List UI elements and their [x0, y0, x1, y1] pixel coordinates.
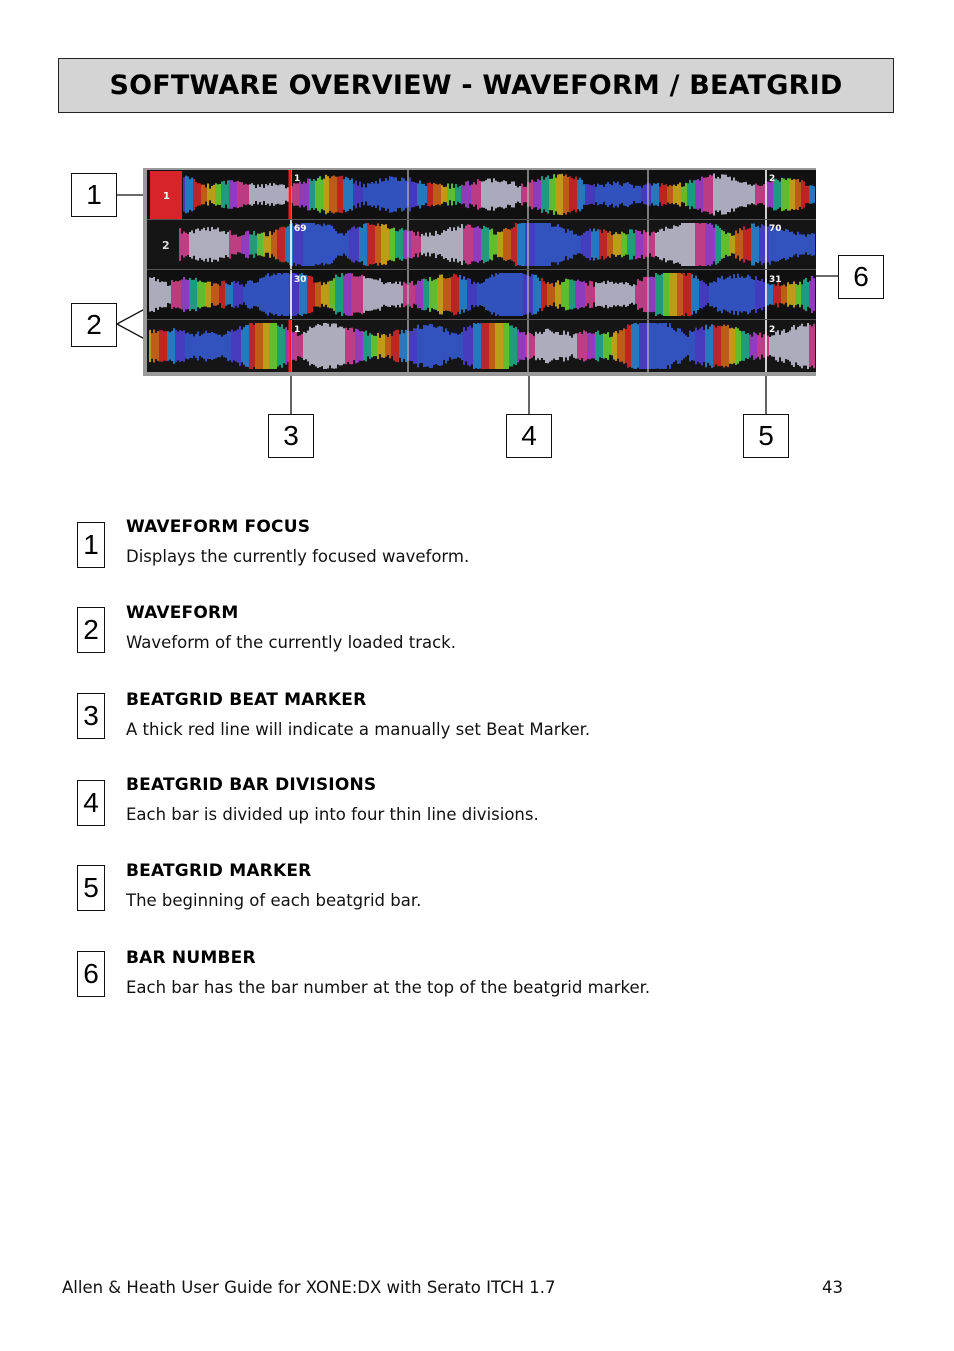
bar-number-r4-b: 2	[769, 325, 776, 335]
deck-1-label: 1	[163, 191, 170, 202]
page-title: SOFTWARE OVERVIEW - WAVEFORM / BEATGRID	[109, 70, 843, 101]
callout-5: 5	[743, 414, 789, 458]
bar-number-r1-a: 1	[294, 174, 301, 184]
callout-4: 4	[506, 414, 552, 458]
item-heading-3: BEATGRID BEAT MARKER	[126, 690, 367, 710]
item-desc-5: The beginning of each beatgrid bar.	[126, 891, 422, 910]
item-heading-6: BAR NUMBER	[126, 948, 256, 968]
bar-number-r2-b: 70	[769, 224, 782, 234]
item-desc-4: Each bar is divided up into four thin line divisions.	[126, 805, 539, 824]
item-desc-6: Each bar has the bar number at the top of the beatgrid marker.	[126, 978, 651, 997]
item-desc-3: A thick red line will indicate a manually set Beat Marker.	[126, 720, 591, 739]
bar-number-r2-a: 69	[294, 224, 307, 234]
item-number-3: 3	[77, 693, 105, 739]
waveform-diagram	[0, 0, 954, 480]
item-desc-1: Displays the currently focused waveform.	[126, 547, 470, 566]
item-number-6: 6	[77, 951, 105, 997]
bar-number-r3-b: 31	[769, 275, 782, 285]
bar-number-r4-a: 1	[294, 325, 301, 335]
item-heading-5: BEATGRID MARKER	[126, 861, 312, 881]
item-number-4: 4	[77, 780, 105, 826]
bar-number-r3-a: 30	[294, 275, 307, 285]
footer-text: Allen & Heath User Guide for XONE:DX with Serato ITCH 1.7	[62, 1278, 556, 1297]
page-number: 43	[822, 1278, 843, 1297]
item-number-5: 5	[77, 865, 105, 911]
callout-2: 2	[71, 303, 117, 347]
item-heading-2: WAVEFORM	[126, 603, 239, 623]
item-heading-1: WAVEFORM FOCUS	[126, 517, 311, 537]
item-desc-2: Waveform of the currently loaded track.	[126, 633, 456, 652]
waveform-panel	[143, 168, 816, 376]
item-heading-4: BEATGRID BAR DIVISIONS	[126, 775, 377, 795]
deck-2-label: 2	[162, 239, 170, 252]
bar-number-r1-b: 2	[769, 174, 776, 184]
callout-3: 3	[268, 414, 314, 458]
item-number-1: 1	[77, 522, 105, 568]
callout-6: 6	[838, 255, 884, 299]
callout-1: 1	[71, 173, 117, 217]
item-number-2: 2	[77, 607, 105, 653]
